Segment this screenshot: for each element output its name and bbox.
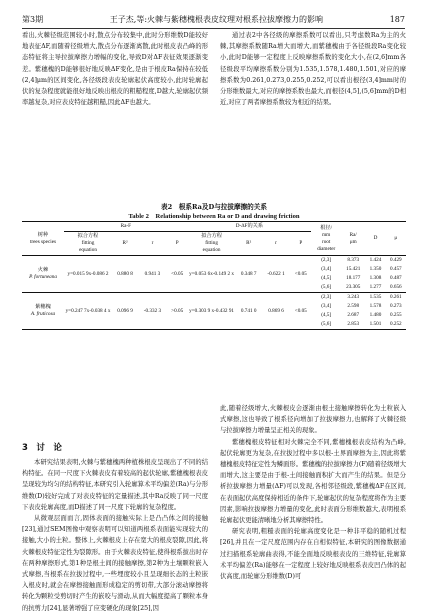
cell: (3,4] xyxy=(321,303,332,309)
cell: 15.421 xyxy=(346,266,361,272)
cell: 0.457 xyxy=(389,266,402,272)
r-value: 0.869 6 xyxy=(262,293,291,330)
header-fit1: 拟合方程 fitting equation xyxy=(64,232,112,256)
species-cell: 火棘 P. fortuneana xyxy=(29,267,57,280)
page-header xyxy=(22,12,405,29)
table-row xyxy=(22,293,406,303)
cell: 1.480 xyxy=(369,312,382,318)
cell: 1.578 xyxy=(369,303,382,309)
paragraph: 看出,火棘径级范围较小时,散点分布较集中,此时分形维数D能较好地表征ΔF,而随着径级增大,散点分布逐渐离散,此时根皮表凸峰的形态特征将主导拉拔摩擦力增幅的变化,导致D对ΔF表征效果逐渐变差。紫穗槐的D能够很好地反映ΔF变化,是由于根皮Ra保持在较低(2,4]μm的区间变化,各径级段表皮轮廓起伏高度较小,此时轮廓起伏的复杂程度就能很好地反映出根皮的粗糙程度,D越大,轮廓起伏频率越复杂,对应表皮特征越粗糙,因此ΔF也越大。 xyxy=(22,32,208,107)
header-mu: μ xyxy=(386,222,406,256)
section-heading: 3 讨 论 xyxy=(22,443,62,453)
paragraph: 本研究结果表明,火棘与紫穗槐两种植株根皮呈现出了不同的结构特征。在同一尺度下火棘表皮有着较高的起伏轮廓,紫穗槐根表皮呈现较为均匀的结构特征,本研究引入轮廓算术平均偏差(Ra)与分形维数(D)较好完成了对表皮特征的定量描述,其中Ra反映了同一尺度下表皮轮廓高度,而D描述了同一尺度下轮廓的复杂程度。 xyxy=(22,459,208,511)
header-ra: Ra/ μm xyxy=(341,222,365,256)
cell: 1.277 xyxy=(369,284,382,290)
paragraph: 紫穗槐根皮特征相对火棘完全不同,紫穗槐根表皮结构为凸峰,起伏轮廓更为复杂,在拉拔过程中多以根-土界面摩擦为主,因此将紫穗槐根皮特征定性为鳞面形。紫穗槐的拉拔摩擦力(F)随着径级增大而增大,这主要是由于根-土间接触面积扩大而产生的结果。但是分析拉拔摩擦力增量(ΔF)可以发现,各相邻径级段,紫穗槐ΔF在区间,在表面起伏高度保持相近的条件下,轮廓起伏的复杂程度将作为主要因素,影响拉拔摩擦力增量的变化,此时表面分形维数越大,表明根系轮廓起伏更能清晰地分析其摩擦特性。 xyxy=(220,438,406,525)
cell: 18.177 xyxy=(346,275,361,281)
header-p-b: P xyxy=(290,232,311,256)
fit-equation: y=0.053 6x-0.149 2 x xyxy=(189,270,235,277)
cell: 0.261 xyxy=(389,294,402,300)
cell: 1.424 xyxy=(369,257,382,263)
running-title: 王子杰,等:火棘与紫穗槐根表皮纹理对根系拉拔摩擦力的影响 xyxy=(109,14,324,24)
header-r-b: r xyxy=(262,232,291,256)
left-column-top xyxy=(22,30,208,108)
cell: 0.429 xyxy=(389,257,402,263)
cell: 1.501 xyxy=(365,320,385,330)
cell: (3,4] xyxy=(321,266,332,272)
right-column-bottom xyxy=(220,403,406,582)
header-d: D xyxy=(365,222,385,256)
r2-value: 0.096 9 xyxy=(112,293,138,330)
header-r2-b: R² xyxy=(236,232,262,256)
cell: 0.487 xyxy=(389,275,402,281)
r-value: -0.332 3 xyxy=(138,293,167,330)
page-number: 187 xyxy=(389,14,405,24)
paragraph: 从微观层面而言,固体表面的接触实际上是凸凸体之间的接触[23],通过SEM图像中观察表明可以知道两根系表面能实现较大的接触,大小的土粒。整体上,火棘根皮上存在宽大的根皮裂隙,因此,将火棘根皮特征定性为裂隙形。由于火棘表皮特征,使得根系拔出时存在两种摩擦形式,第1种是根土间的接触摩擦,第2种为土壤颗粒嵌入式摩擦,当根系在拉拔过程中,一些埋度较小且呈现细长态的土粒嵌入根皮时,就会在摩擦接触面形成稳定的剪切带,大部分滚动摩擦将转化为颗粒受剪切时产生的嵌咬与滑动,从而大幅度提高了颗粒本身的抗剪力[24],显著增强了应变硬化的现象[25],因 xyxy=(22,515,208,612)
cell: 2.598 xyxy=(347,303,360,309)
p-value: <0.05 xyxy=(294,270,307,277)
issue-label: 第3期 xyxy=(22,14,44,24)
cell: 0.656 xyxy=(389,284,402,290)
fit-equation: y=0.303 9 x-0.432 91 xyxy=(188,293,236,330)
cell: 8.373 xyxy=(347,257,360,263)
table-caption-en: Table 2 Relationship between Ra or D and drawing friction xyxy=(128,213,300,220)
results-table xyxy=(22,221,406,330)
paragraph: 此,随着径级增大,火棘根皮会逐渐由根土接触摩擦转化为土粒嵌入式摩擦,这也导致了根系径向增加了拉拔摩擦力,也解释了火棘径级与拉拔摩擦力增量呈正相关的现象。 xyxy=(220,405,406,435)
cell: (5,6] xyxy=(311,320,341,330)
cell: (2,3] xyxy=(321,257,332,263)
header-d-f: D-ΔF的关系 xyxy=(188,222,312,232)
cell: 0.252 xyxy=(386,320,406,330)
header-species: 树种 trees species xyxy=(22,222,64,256)
paragraph: 通过表2中各径级的摩擦系数可以看出,只考虑数Ra为主的火棘,其摩擦系数随Ra增大而增大,而紫穗槐由于各径级段Ra变化较小,此时D能够一定程度上反映摩擦系数的变化大小,在(2,6]mm各径级段平均摩擦系数分别为1.535,1.578,1.480,1.501,对应的摩擦系数为0.261,0.273,0.255,0.252,可以看出根径(3,4]mm时的分形维数最大,对应的摩擦系数也最大,而根径(4,5],(5,6]mm的D相近,对应了两者摩擦系数较为相近的结果。 xyxy=(220,32,406,107)
right-column-top xyxy=(220,30,406,108)
cell: 3.243 xyxy=(347,294,360,300)
fit-equation: y=0.247 7x-0.038 4 x xyxy=(64,293,112,330)
cell: 0.255 xyxy=(389,312,402,318)
cell: 0.273 xyxy=(389,303,402,309)
header-ra-f: Ra-F xyxy=(64,222,188,232)
cell: 2.853 xyxy=(341,320,365,330)
cell: 23.305 xyxy=(346,284,361,290)
cell: (4,5] xyxy=(321,312,332,318)
left-column-bottom xyxy=(22,457,208,614)
cell: (2,3] xyxy=(321,294,332,300)
r2-value: 0.348 7 xyxy=(240,270,257,277)
r2-value: 0.880 8 xyxy=(117,270,133,277)
cell: 1.350 xyxy=(369,266,382,272)
header-diameter: 根径/ mm root diameter xyxy=(311,222,341,256)
header-fit2: 拟合方程 fitting equation xyxy=(188,232,236,256)
header-p-a: P xyxy=(167,232,188,256)
species-cell: 紫穗槐 A. fruticosa xyxy=(22,293,64,330)
r-value: -0.622 1 xyxy=(267,270,285,277)
r2-value: 0.741 0 xyxy=(236,293,262,330)
paragraph: 研究表明,粗糙表面的轮廓高度变化是一种非平稳的随机过程[26],并且在一定尺度范围内存在自相似特征,本研究的图像数据通过扫描根系轮廓曲表得,不能全面地反映根表皮的三维特征,轮廓算术平均偏差(Ra)能够在一定程度上较好地反映根系表皮凹凸体的起伏高度,而轮廓分形维数(D)可 xyxy=(220,528,406,581)
table-row xyxy=(22,256,406,266)
cell: (4,5] xyxy=(321,275,332,281)
header-r-a: r xyxy=(138,232,167,256)
table-caption-zh: 表2 根系Ra及D与拉拔摩擦的关系 xyxy=(161,203,267,211)
cell: 1.535 xyxy=(369,294,382,300)
p-value: <0.05 xyxy=(290,293,311,330)
fit-equation: y=0.015 9x-0.086 2 xyxy=(67,270,109,277)
header-r2-a: R² xyxy=(112,232,138,256)
cell: 2.687 xyxy=(347,312,360,318)
p-value: <0.05 xyxy=(171,270,184,277)
cell: 1.308 xyxy=(369,275,382,281)
p-value: >0.05 xyxy=(167,293,188,330)
r-value: 0.941 3 xyxy=(144,270,161,277)
cell: (5,6] xyxy=(321,284,332,290)
